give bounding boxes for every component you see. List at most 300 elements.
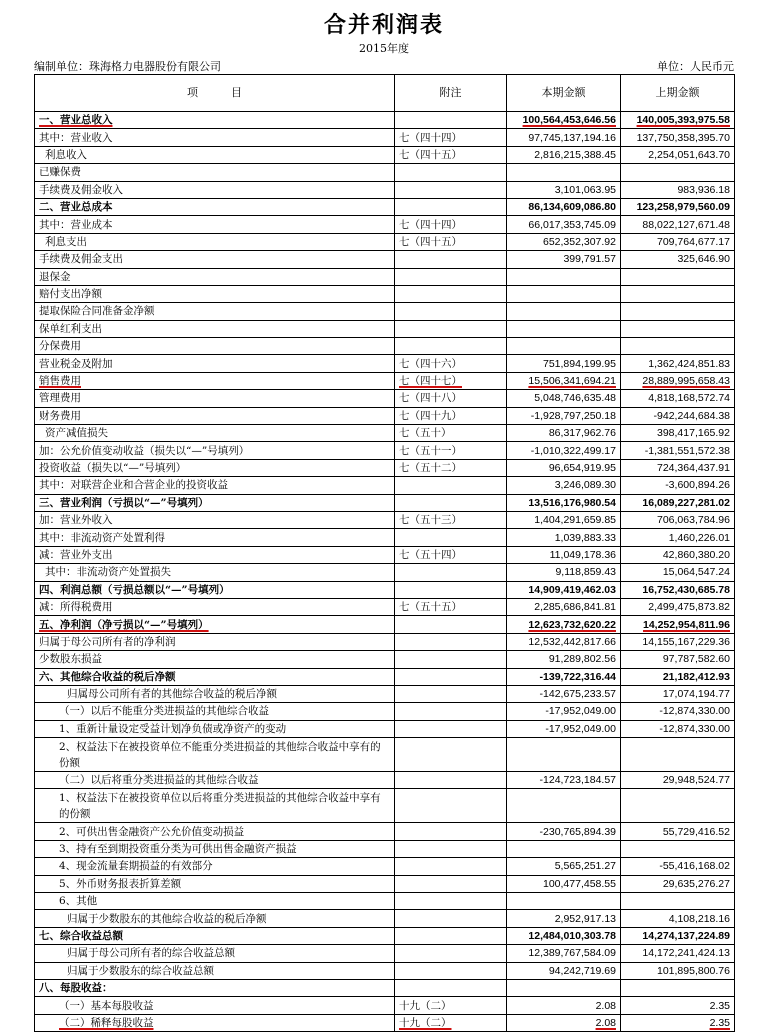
- table-row: [35, 1014, 735, 1031]
- row-previous-amount: [621, 303, 735, 320]
- table-row: [35, 738, 735, 772]
- row-item-text: （一）以后不能重分类进损益的其他综合收益: [59, 705, 269, 718]
- row-item-text: 分保费用: [39, 340, 81, 353]
- row-current-amount-text: 66,017,353,745.09: [528, 218, 616, 231]
- row-item: [35, 390, 395, 407]
- row-current-amount: [507, 598, 621, 615]
- row-note-text: 七（四十九）: [399, 409, 462, 422]
- row-previous-amount: [621, 355, 735, 372]
- row-previous-amount-text: 14,274,137,224.89: [642, 929, 730, 942]
- row-current-amount-text: 15,506,341,694.21: [528, 375, 616, 388]
- table-row: [35, 772, 735, 789]
- row-note: [395, 477, 507, 494]
- row-current-amount-text: 1,039,883.33: [554, 531, 616, 544]
- table-row: [35, 251, 735, 268]
- table-row: [35, 285, 735, 302]
- row-current-amount-text: -142,675,233.57: [539, 688, 616, 701]
- row-previous-amount: [621, 789, 735, 823]
- row-note-text: 七（四十四）: [399, 131, 462, 144]
- row-previous-amount: [621, 425, 735, 442]
- row-current-amount-text: 652,352,307.92: [543, 235, 616, 248]
- table-row: [35, 425, 735, 442]
- row-previous-amount-text: 325,646.90: [677, 253, 730, 266]
- row-previous-amount: [621, 181, 735, 198]
- header-current: 本期金额: [507, 75, 621, 112]
- row-current-amount: [507, 910, 621, 927]
- row-item-text: 减：营业外支出: [39, 548, 113, 561]
- row-current-amount: [507, 477, 621, 494]
- row-note-text: 十九（二）: [399, 1016, 452, 1029]
- row-item: [35, 233, 395, 250]
- row-previous-amount: [621, 910, 735, 927]
- row-previous-amount-text: 724,364,437.91: [657, 462, 730, 474]
- row-note: [395, 164, 507, 181]
- row-item-text: 手续费及佣金支出: [39, 253, 123, 266]
- table-row: [35, 893, 735, 910]
- row-previous-amount-text: 15,064,547.24: [662, 566, 730, 579]
- row-item: [35, 112, 395, 129]
- row-current-amount-text: 2.08: [595, 999, 616, 1012]
- row-note: [395, 858, 507, 875]
- row-item: [35, 823, 395, 840]
- row-previous-amount: [621, 459, 735, 476]
- row-previous-amount-text: 709,764,677.17: [657, 235, 730, 248]
- row-current-amount-text: 91,289,802.56: [548, 653, 616, 666]
- row-previous-amount: [621, 823, 735, 840]
- table-row: [35, 529, 735, 546]
- row-item: [35, 494, 395, 511]
- table-row: [35, 581, 735, 598]
- row-item: [35, 164, 395, 181]
- table-row: [35, 164, 735, 181]
- row-note: [395, 979, 507, 996]
- row-note: [395, 129, 507, 146]
- row-item-text: 保单红利支出: [39, 322, 102, 335]
- row-note: [395, 268, 507, 285]
- row-previous-amount-text: -12,874,330.00: [659, 722, 730, 735]
- row-previous-amount: [621, 529, 735, 546]
- row-note: [395, 598, 507, 615]
- row-note: [395, 616, 507, 633]
- row-note: [395, 372, 507, 389]
- row-current-amount-text: -230,765,894.39: [539, 825, 616, 838]
- row-previous-amount: [621, 945, 735, 962]
- row-note-text: 七（五十三）: [399, 514, 462, 527]
- row-previous-amount-text: 123,258,979,560.09: [636, 201, 730, 214]
- row-previous-amount-text: 29,948,524.77: [662, 774, 730, 787]
- row-note: [395, 738, 507, 772]
- row-previous-amount-text: 97,787,582.60: [662, 653, 730, 666]
- table-row: [35, 407, 735, 424]
- row-current-amount-text: 12,484,010,303.78: [528, 929, 616, 942]
- row-previous-amount: [621, 129, 735, 146]
- row-current-amount-text: 2,816,215,388.45: [534, 148, 616, 161]
- row-previous-amount: [621, 442, 735, 459]
- row-item: [35, 979, 395, 996]
- row-note: [395, 997, 507, 1014]
- row-item: [35, 703, 395, 720]
- row-note-text: 七（五十一）: [399, 444, 462, 457]
- row-note: [395, 529, 507, 546]
- table-row: [35, 668, 735, 685]
- row-item: [35, 840, 395, 857]
- row-previous-amount: [621, 338, 735, 355]
- table-row: [35, 875, 735, 892]
- row-note: [395, 772, 507, 789]
- row-previous-amount: [621, 668, 735, 685]
- row-item: [35, 668, 395, 685]
- row-note: [395, 112, 507, 129]
- row-item: [35, 511, 395, 528]
- row-previous-amount-text: 2.35: [709, 1016, 730, 1029]
- table-row: [35, 703, 735, 720]
- row-item: [35, 251, 395, 268]
- row-current-amount-text: 96,654,919.95: [548, 462, 616, 474]
- row-current-amount-text: 86,134,609,086.80: [528, 201, 616, 214]
- row-previous-amount-text: 137,750,358,395.70: [636, 131, 730, 144]
- row-note: [395, 285, 507, 302]
- row-item: [35, 738, 395, 772]
- row-item-text: 其中：非流动资产处置损失: [45, 566, 171, 579]
- row-current-amount: [507, 738, 621, 772]
- row-item: [35, 372, 395, 389]
- row-current-amount: [507, 564, 621, 581]
- row-current-amount-text: 12,623,732,620.22: [528, 618, 616, 631]
- row-previous-amount-text: -12,874,330.00: [659, 705, 730, 718]
- row-previous-amount: [621, 564, 735, 581]
- row-current-amount-text: 94,242,719.69: [548, 964, 616, 977]
- row-note-text: 七（四十六）: [399, 357, 462, 370]
- row-item: [35, 320, 395, 337]
- row-previous-amount: [621, 738, 735, 772]
- row-note-text: 十九（二）: [399, 999, 452, 1012]
- row-previous-amount-text: 2.35: [709, 999, 730, 1012]
- row-current-amount: [507, 685, 621, 702]
- row-previous-amount: [621, 633, 735, 650]
- row-item-text: 手续费及佣金收入: [39, 183, 123, 196]
- row-previous-amount-text: 16,752,430,685.78: [642, 583, 730, 596]
- row-previous-amount: [621, 858, 735, 875]
- row-previous-amount-text: 28,889,995,658.43: [642, 375, 730, 388]
- row-current-amount-text: 2,285,686,841.81: [534, 601, 616, 614]
- row-note: [395, 146, 507, 163]
- row-note-text: 七（五十）: [399, 427, 452, 440]
- row-current-amount: [507, 146, 621, 163]
- row-item-text: 其中：营业收入: [39, 131, 113, 144]
- row-item-text: 少数股东损益: [39, 653, 102, 666]
- row-note: [395, 840, 507, 857]
- row-item-text: （一）基本每股收益: [59, 999, 154, 1012]
- row-note-text: 七（五十五）: [399, 601, 462, 614]
- row-current-amount-text: 399,791.57: [563, 253, 616, 266]
- row-current-amount: [507, 372, 621, 389]
- row-current-amount: [507, 442, 621, 459]
- row-item-text: 2、权益法下在被投资单位不能重分类进损益的其他综合收益中享有的份额: [59, 740, 381, 769]
- row-current-amount: [507, 979, 621, 996]
- income-statement-table: [34, 74, 735, 1032]
- row-note: [395, 338, 507, 355]
- row-item-text: 归属于母公司所有者的综合收益总额: [67, 947, 235, 960]
- statement-period: 2015年度: [359, 42, 409, 55]
- row-item: [35, 268, 395, 285]
- row-note: [395, 459, 507, 476]
- row-item-text: 已赚保费: [39, 166, 81, 179]
- row-previous-amount: [621, 251, 735, 268]
- table-row: [35, 198, 735, 215]
- table-row: [35, 129, 735, 146]
- row-note-text: 七（四十八）: [399, 392, 462, 405]
- header-item: 项 目: [35, 75, 395, 112]
- row-item-text: 管理费用: [39, 392, 81, 405]
- row-current-amount: [507, 651, 621, 668]
- row-previous-amount: [621, 598, 735, 615]
- row-previous-amount: [621, 546, 735, 563]
- row-current-amount: [507, 772, 621, 789]
- table-row: [35, 962, 735, 979]
- row-note: [395, 685, 507, 702]
- row-item-text: 利息支出: [45, 235, 87, 248]
- row-item: [35, 581, 395, 598]
- row-item-text: 其中：非流动资产处置利得: [39, 531, 165, 544]
- row-current-amount: [507, 858, 621, 875]
- row-previous-amount: [621, 979, 735, 996]
- row-previous-amount: [621, 164, 735, 181]
- row-note-text: 七（四十七）: [399, 375, 462, 388]
- row-current-amount-text: 14,909,419,462.03: [528, 583, 616, 596]
- row-current-amount: [507, 355, 621, 372]
- table-row: [35, 268, 735, 285]
- row-item: [35, 962, 395, 979]
- row-item: [35, 685, 395, 702]
- row-item-text: 一、营业总收入: [39, 114, 113, 127]
- row-previous-amount-text: -942,244,684.38: [653, 409, 730, 422]
- table-row: [35, 858, 735, 875]
- table-row: [35, 233, 735, 250]
- table-row: [35, 840, 735, 857]
- row-item-text: 2、可供出售金融资产公允价值变动损益: [59, 825, 245, 838]
- table-row: [35, 564, 735, 581]
- row-item-text: 七、综合收益总额: [39, 929, 123, 942]
- row-note: [395, 945, 507, 962]
- row-current-amount: [507, 251, 621, 268]
- row-item-text: 4、现金流量套期损益的有效部分: [59, 860, 213, 873]
- row-current-amount: [507, 668, 621, 685]
- row-item: [35, 910, 395, 927]
- row-item-text: 二、营业总成本: [39, 201, 113, 214]
- row-current-amount: [507, 112, 621, 129]
- row-note: [395, 875, 507, 892]
- table-row: [35, 477, 735, 494]
- row-previous-amount: [621, 268, 735, 285]
- table-row: [35, 303, 735, 320]
- row-note-text: 七（五十二）: [399, 462, 462, 474]
- row-previous-amount: [621, 1014, 735, 1031]
- table-header-row: [35, 75, 735, 112]
- row-previous-amount-text: 706,063,784.96: [657, 514, 730, 527]
- statement-title: 合并利润表: [323, 12, 444, 38]
- row-current-amount: [507, 511, 621, 528]
- table-row: [35, 910, 735, 927]
- row-item-text: 5、外币财务报表折算差额: [59, 877, 182, 890]
- table-row: [35, 459, 735, 476]
- row-current-amount: [507, 390, 621, 407]
- row-note: [395, 668, 507, 685]
- table-row: [35, 997, 735, 1014]
- row-current-amount-text: 86,317,962.76: [548, 427, 616, 440]
- row-item: [35, 425, 395, 442]
- row-note: [395, 511, 507, 528]
- row-current-amount-text: -1,010,322,499.17: [530, 444, 616, 457]
- header-previous: 上期金额: [621, 75, 735, 112]
- row-note: [395, 633, 507, 650]
- row-note: [395, 198, 507, 215]
- row-current-amount-text: 1,404,291,659.85: [534, 514, 616, 527]
- row-note: [395, 494, 507, 511]
- row-current-amount-text: 2,952,917.13: [554, 912, 616, 925]
- row-note: [395, 251, 507, 268]
- row-current-amount: [507, 823, 621, 840]
- row-item-text: 其中：对联营企业和合营企业的投资收益: [39, 479, 228, 492]
- row-item: [35, 216, 395, 233]
- row-previous-amount: [621, 285, 735, 302]
- row-current-amount-text: 12,532,442,817.66: [528, 635, 616, 648]
- row-previous-amount: [621, 216, 735, 233]
- row-note-text: 七（四十五）: [399, 235, 462, 248]
- row-previous-amount-text: 4,108,218.16: [668, 912, 730, 925]
- row-previous-amount: [621, 703, 735, 720]
- row-previous-amount: [621, 494, 735, 511]
- row-current-amount: [507, 893, 621, 910]
- row-item: [35, 598, 395, 615]
- row-previous-amount: [621, 407, 735, 424]
- row-item-text: 减：所得税费用: [39, 601, 113, 614]
- row-previous-amount-text: 1,362,424,851.83: [648, 357, 730, 370]
- row-item-text: 加：公允价值变动收益（损失以“—”号填列）: [39, 444, 250, 457]
- row-current-amount: [507, 581, 621, 598]
- statement-meta-row: [34, 58, 734, 74]
- unit-label: 单位：人民币元: [657, 60, 734, 73]
- row-item-text: 3、持有至到期投资重分类为可供出售金融资产损益: [59, 843, 297, 856]
- row-note: [395, 425, 507, 442]
- row-current-amount-text: 751,894,199.95: [543, 357, 616, 370]
- row-previous-amount-text: 101,895,800.76: [657, 964, 730, 977]
- row-note: [395, 789, 507, 823]
- row-previous-amount-text: -1,381,551,572.38: [644, 444, 730, 457]
- row-current-amount: [507, 1014, 621, 1031]
- row-item: [35, 529, 395, 546]
- row-current-amount: [507, 927, 621, 944]
- row-previous-amount: [621, 875, 735, 892]
- row-item-text: 归属于少数股东的综合收益总额: [67, 964, 214, 977]
- row-item: [35, 442, 395, 459]
- row-current-amount: [507, 546, 621, 563]
- row-current-amount-text: -124,723,184.57: [539, 774, 616, 787]
- table-row: [35, 823, 735, 840]
- row-item-text: 投资收益（损失以“—”号填列）: [39, 462, 187, 474]
- row-current-amount-text: 3,246,089.30: [554, 479, 616, 492]
- row-current-amount-text: 2.08: [595, 1016, 616, 1029]
- row-item: [35, 564, 395, 581]
- table-row: [35, 546, 735, 563]
- row-previous-amount: [621, 893, 735, 910]
- table-row: [35, 633, 735, 650]
- row-current-amount: [507, 216, 621, 233]
- row-previous-amount: [621, 651, 735, 668]
- row-previous-amount: [621, 372, 735, 389]
- row-previous-amount-text: 55,729,416.52: [662, 825, 730, 838]
- row-note: [395, 407, 507, 424]
- company-label: 编制单位：珠海格力电器股份有限公司: [34, 60, 221, 73]
- row-previous-amount-text: 42,860,380.20: [662, 548, 730, 561]
- row-current-amount: [507, 720, 621, 737]
- row-previous-amount-text: 16,089,227,281.02: [642, 496, 730, 509]
- row-item-text: 归属于母公司所有者的净利润: [39, 635, 176, 648]
- row-current-amount: [507, 407, 621, 424]
- row-item: [35, 789, 395, 823]
- table-row: [35, 685, 735, 702]
- row-previous-amount: [621, 112, 735, 129]
- row-note: [395, 355, 507, 372]
- row-previous-amount: [621, 198, 735, 215]
- table-row: [35, 390, 735, 407]
- row-current-amount: [507, 875, 621, 892]
- row-previous-amount: [621, 616, 735, 633]
- row-current-amount: [507, 320, 621, 337]
- row-note: [395, 564, 507, 581]
- table-row: [35, 372, 735, 389]
- row-current-amount: [507, 338, 621, 355]
- row-current-amount-text: 13,516,176,980.54: [528, 496, 616, 509]
- row-item: [35, 477, 395, 494]
- row-previous-amount: [621, 962, 735, 979]
- row-item: [35, 146, 395, 163]
- row-current-amount: [507, 840, 621, 857]
- row-previous-amount-text: 983,936.18: [677, 183, 730, 196]
- row-previous-amount: [621, 390, 735, 407]
- row-note: [395, 320, 507, 337]
- row-item-text: 五、净利润（净亏损以“—”号填列）: [39, 618, 209, 631]
- row-item: [35, 945, 395, 962]
- row-current-amount: [507, 181, 621, 198]
- row-current-amount: [507, 529, 621, 546]
- row-item: [35, 285, 395, 302]
- row-previous-amount: [621, 146, 735, 163]
- table-row: [35, 355, 735, 372]
- row-item-text: 退保金: [39, 270, 71, 283]
- row-item: [35, 997, 395, 1014]
- row-item: [35, 633, 395, 650]
- row-previous-amount: [621, 233, 735, 250]
- row-previous-amount-text: 2,499,475,873.82: [648, 601, 730, 614]
- row-item-text: （二）以后将重分类进损益的其他综合收益: [59, 774, 259, 787]
- row-item-text: 财务费用: [39, 409, 81, 422]
- row-item-text: 营业税金及附加: [39, 357, 113, 370]
- row-item: [35, 181, 395, 198]
- row-current-amount-text: -17,952,049.00: [545, 705, 616, 718]
- row-item: [35, 129, 395, 146]
- row-previous-amount-text: 398,417,165.92: [657, 427, 730, 440]
- row-note: [395, 581, 507, 598]
- row-item: [35, 407, 395, 424]
- table-row: [35, 945, 735, 962]
- row-note: [395, 703, 507, 720]
- table-row: [35, 616, 735, 633]
- header-note: 附注: [395, 75, 507, 112]
- row-item-text: 6、其他: [59, 895, 98, 908]
- row-previous-amount: [621, 772, 735, 789]
- row-current-amount: [507, 616, 621, 633]
- table-row: [35, 598, 735, 615]
